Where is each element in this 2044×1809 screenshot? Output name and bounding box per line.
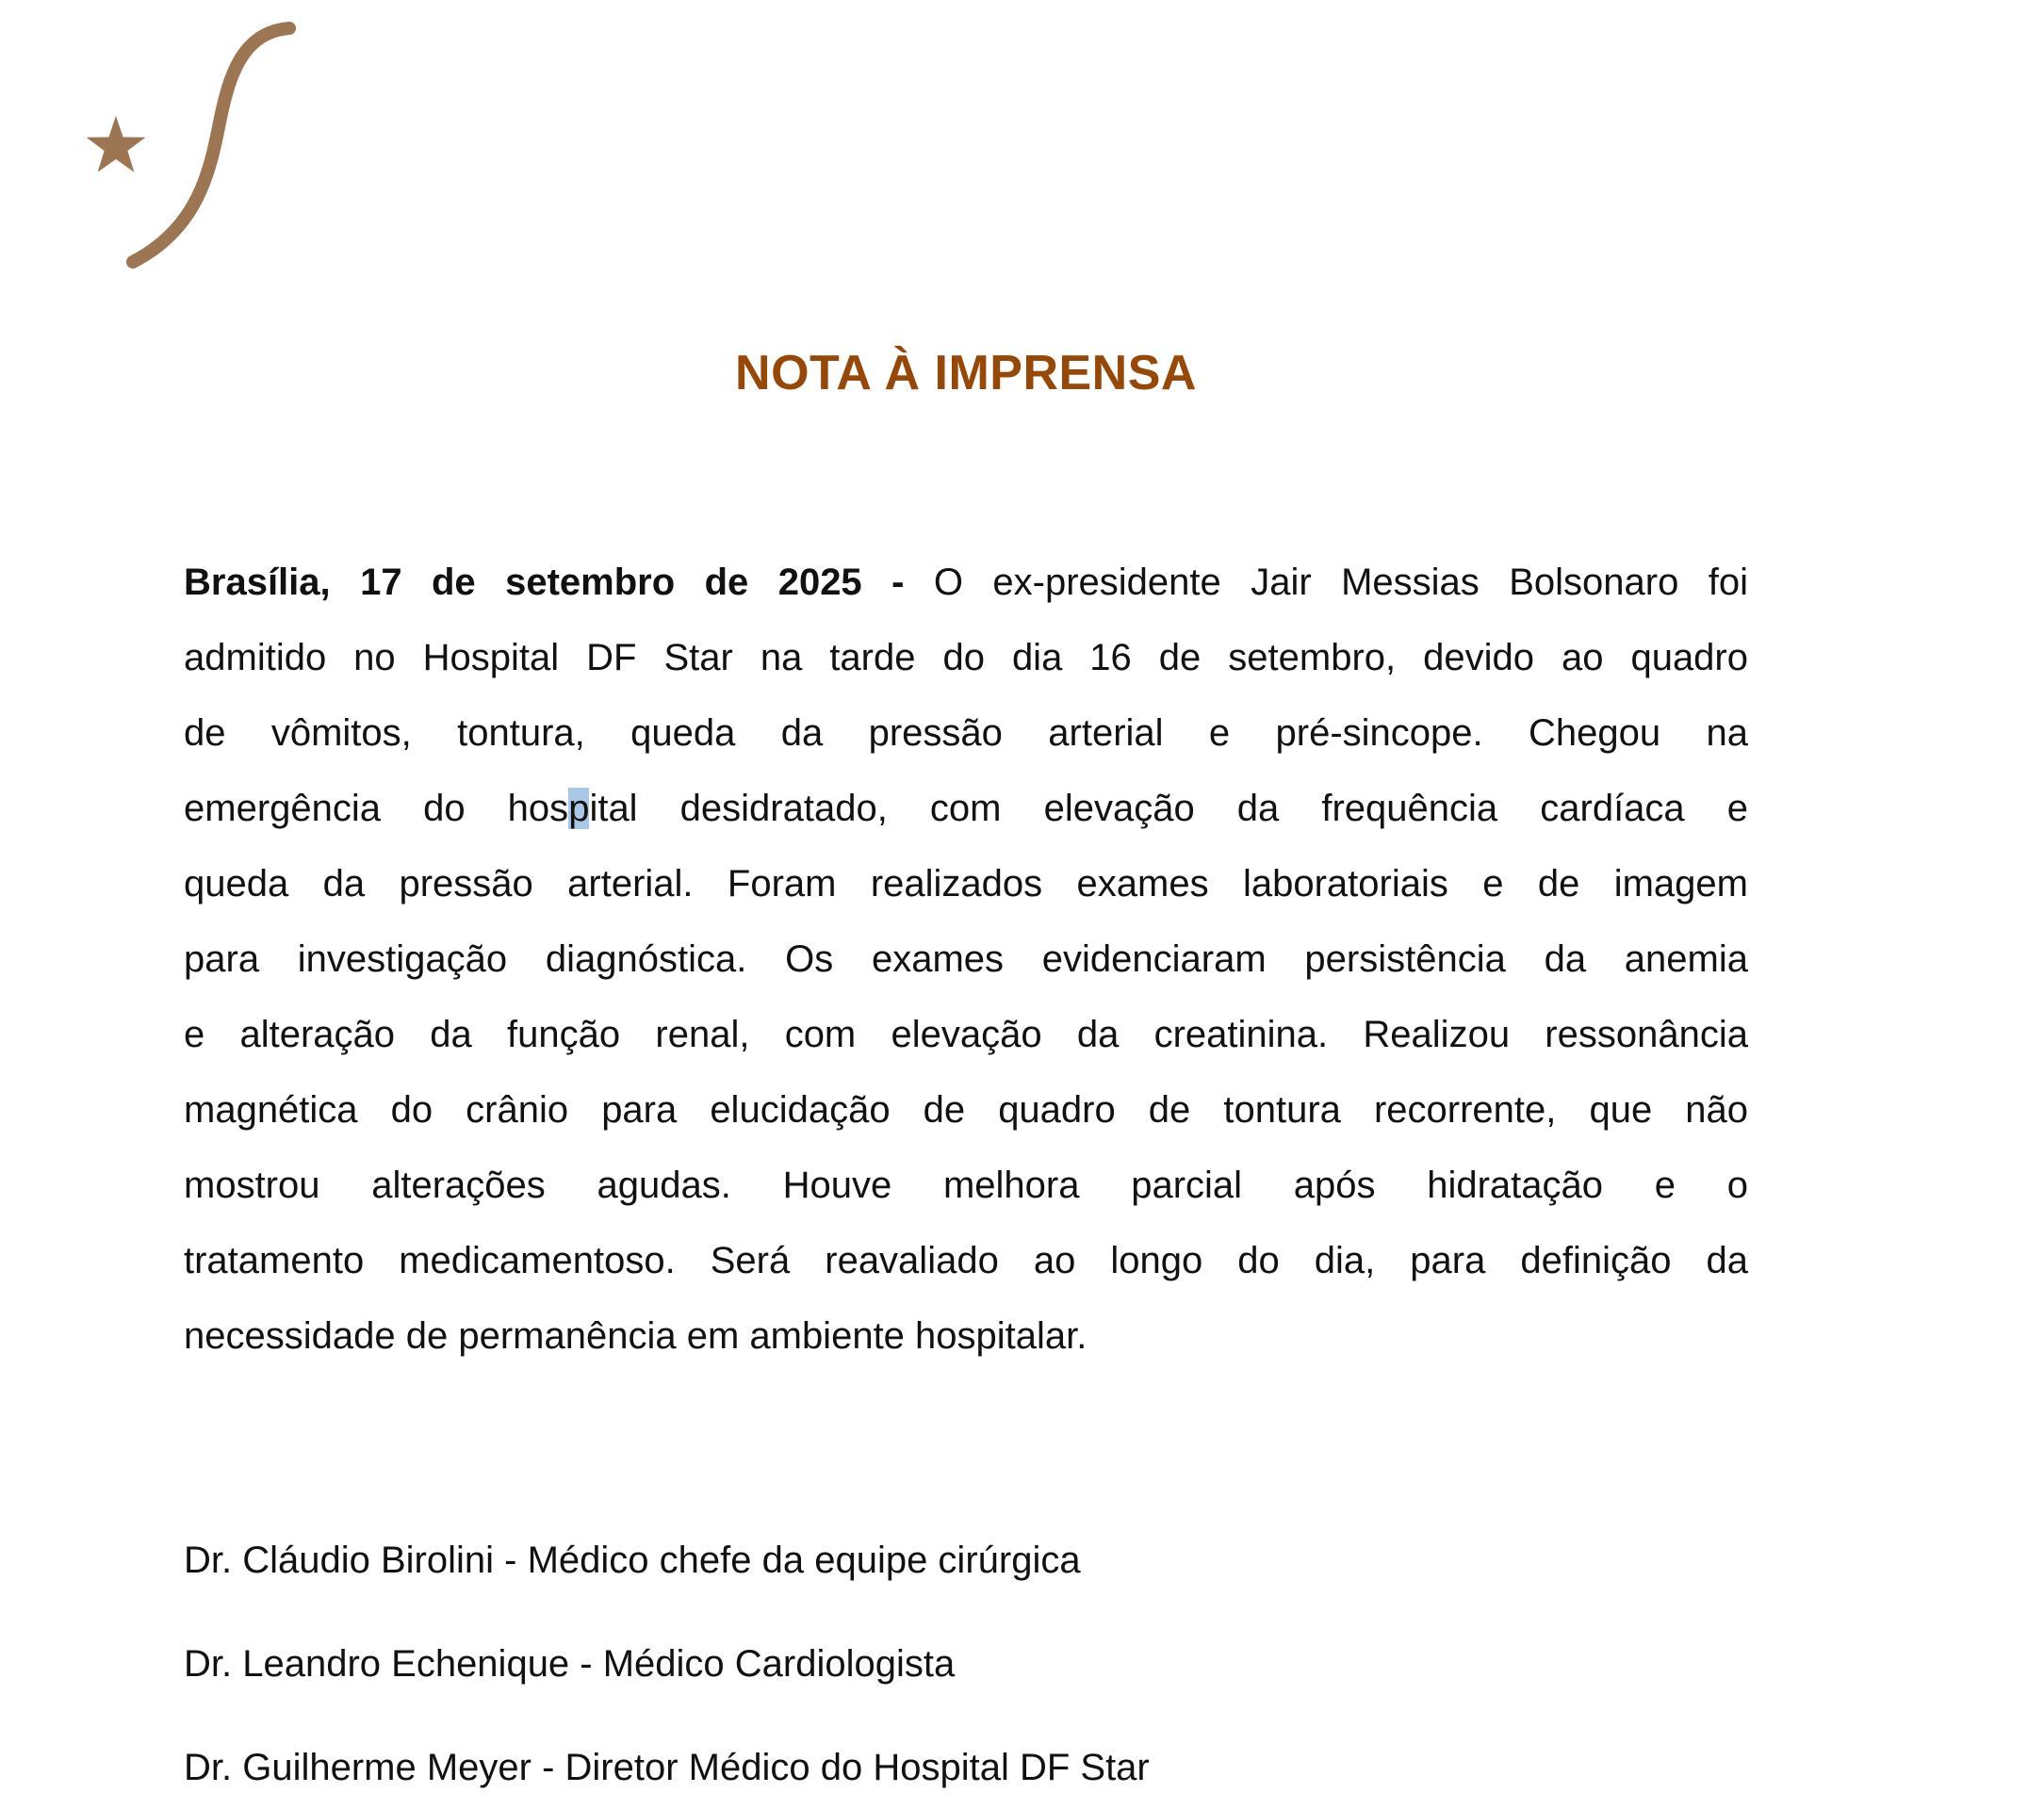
- signature-line: Dr. Guilherme Meyer - Diretor Médico do Hospital DF Star: [184, 1747, 1150, 1788]
- text-selection-highlight: p: [568, 788, 590, 829]
- signature-line: Dr. Cláudio Birolini - Médico chefe da equipe cirúrgica: [184, 1540, 1081, 1581]
- logo-curve-icon: [133, 28, 289, 262]
- press-note-line: magnética do crânio para elucidação de quadro de tontura recorrente, que não: [184, 1089, 1748, 1131]
- press-note-line: admitido no Hospital DF Star na tarde do dia 16 de setembro, devido ao quadro: [184, 637, 1748, 678]
- press-note-line: mostrou alterações agudas. Houve melhora parcial após hidratação e o: [184, 1165, 1748, 1206]
- press-note-line: necessidade de permanência em ambiente hospitalar.: [184, 1315, 1087, 1357]
- press-note-line: de vômitos, tontura, queda da pressão arterial e pré-sincope. Chegou na: [184, 712, 1748, 754]
- press-note-line: e alteração da função renal, com elevação da creatinina. Realizou ressonância: [184, 1014, 1748, 1055]
- star-icon: [87, 116, 146, 172]
- signature-block: [184, 1538, 1748, 1790]
- press-note-line: tratamento medicamentoso. Será reavaliado ao longo do dia, para definição da: [184, 1240, 1748, 1281]
- press-note-line: Brasília, 17 de setembro de 2025 - O ex-presidente Jair Messias Bolsonaro foi: [184, 562, 1748, 603]
- hospital-df-star-logo: [80, 17, 302, 276]
- press-note-paragraph: [184, 545, 1748, 1374]
- press-note-line: para investigação diagnóstica. Os exames evidenciaram persistência da anemia: [184, 938, 1748, 980]
- document-title: NOTA À IMPRENSA: [735, 346, 1197, 400]
- press-note-line: emergência do hospital desidratado, com elevação da frequência cardíaca e: [184, 788, 1749, 829]
- press-note-line: queda da pressão arterial. Foram realizados exames laboratoriais e de imagem: [184, 863, 1748, 904]
- signature-line: Dr. Leandro Echenique - Médico Cardiologista: [184, 1643, 956, 1685]
